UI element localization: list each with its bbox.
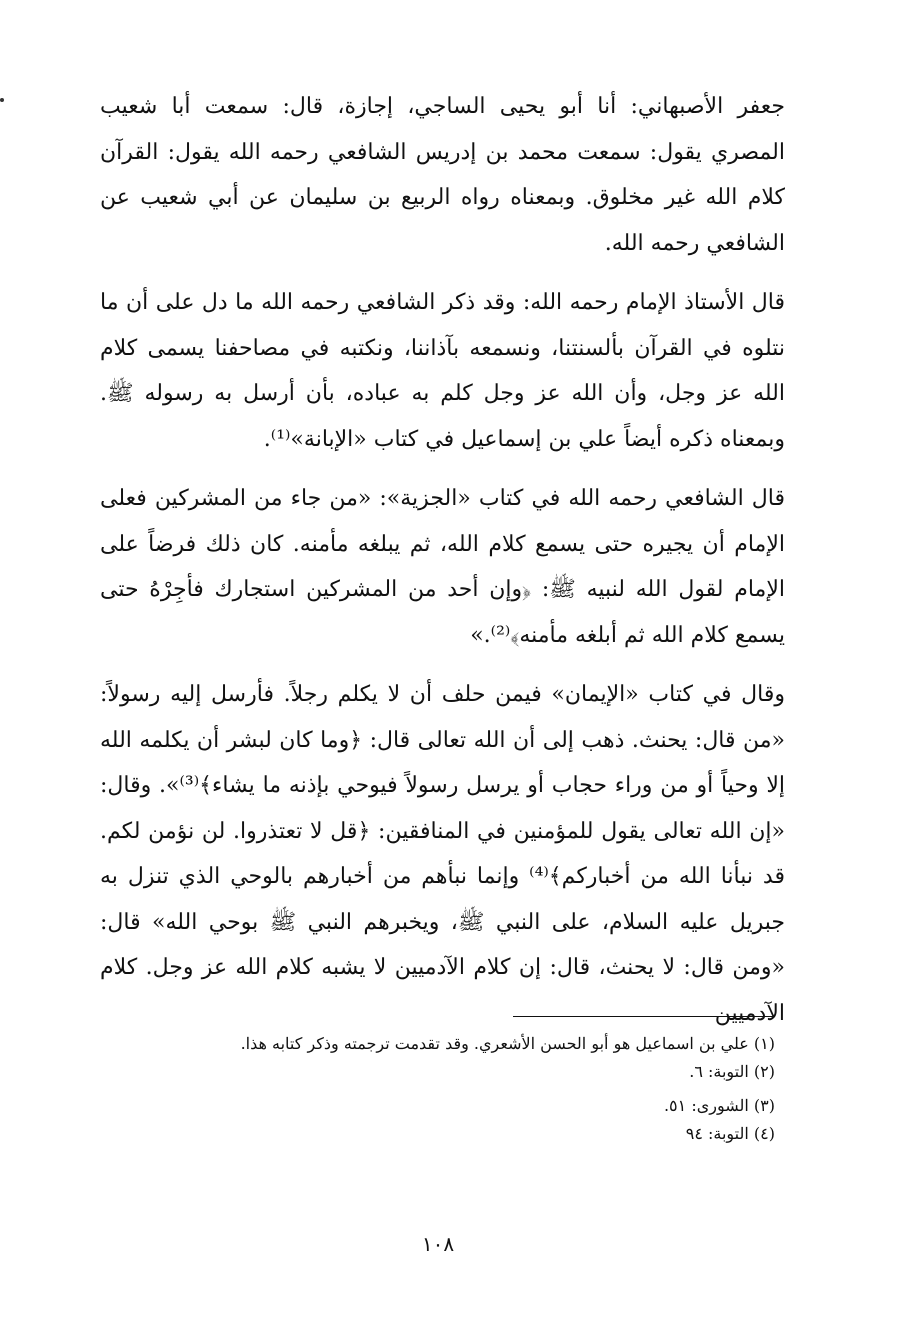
paragraph-2: قال الأستاذ الإمام رحمه الله: وقد ذكر الشافعي رحمه الله ما دل على أن ما نتلوه في القرآن بألسنتنا، ونسمعه بآذاننا، ونكتبه في مصاحفنا يسمى كلام الله عز وجل، وأن الله عز وجل كلم به عباده، بأن أرسل به رسوله ﷺ. وبمعناه ذكره أيضاً علي بن إسماعيل في كتاب «الإبانة»⁽¹⁾. (100, 290, 785, 452)
footnote-4: (٤) التوبة: ٩٤ (685, 1124, 775, 1143)
footnote-3: (٣) الشورى: ٥١. (663, 1096, 775, 1115)
scan-edge-mark (0, 98, 4, 102)
footnote-1: (١) علي بن اسماعيل هو أبو الحسن الأشعري. وقد تقدمت ترجمته وذكر كتابه هذا. (240, 1034, 775, 1053)
page-number: ١٠٨ (421, 1232, 455, 1256)
paragraph-4: وقال في كتاب «الإيمان» فيمن حلف أن لا يكلم رجلاً. فأرسل إليه رسولاً: «من قال: يحنث. ذهب إلى أن الله تعالى قال: ﴿وما كان لبشر أن يكلمه الله إلا وحياً أو من وراء حجاب أو يرسل رسولاً فيوحي بإذنه ما يشاء﴾⁽³⁾». وقال: «إن الله تعالى يقول للمؤمنين في المنافقين: ﴿قل لا تعتذروا. لن نؤمن لكم. قد نبأنا الله من أخباركم﴾⁽⁴⁾ وإنما نبأهم من أخبارهم بالوحي الذي تنزل به جبريل عليه السلام، على النبي ﷺ، ويخبرهم النبي ﷺ بوحي الله» قال: «ومن قال: لا يحنث، قال: إن كلام الآدميين لا يشبه كلام الله عز وجل. كلام الآدميين (100, 682, 786, 1026)
paragraph-1: جعفر الأصبهاني: أنا أبو يحيى الساجي، إجازة، قال: سمعت أبا شعيب المصري يقول: سمعت محمد بن إدريس الشافعي رحمه الله يقول: القرآن كلام الله غير مخلوق. وبمعناه رواه الربيع بن سليمان عن أبي شعيب عن الشافعي رحمه الله. (100, 94, 785, 256)
footnotes (120, 1030, 775, 1148)
paragraph-3: قال الشافعي رحمه الله في كتاب «الجزية»: «من جاء من المشركين فعلى الإمام أن يجيره حتى يسمع كلام الله، ثم يبلغه مأمنه. كان ذلك فرضاً على الإمام لقول الله لنبيه ﷺ: ﴿وإن أحد من المشركين استجارك فأجِرْهُ حتى يسمع كلام الله ثم أبلغه مأمنه﴾⁽²⁾.» (100, 486, 785, 648)
main-text (100, 84, 785, 1050)
footnote-divider (513, 1016, 773, 1017)
footnote-2: (٢) التوبة: ٦. (689, 1062, 775, 1081)
